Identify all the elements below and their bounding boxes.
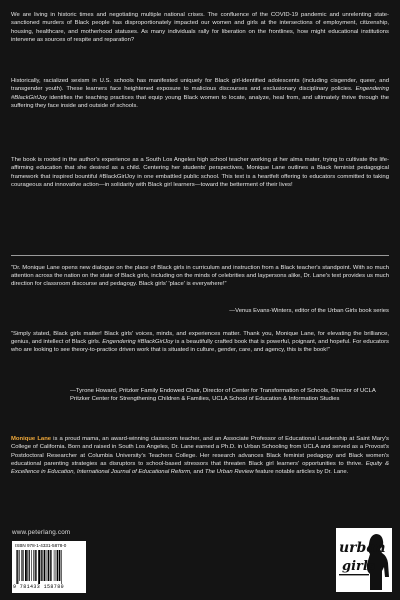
barcode-bar — [51, 550, 52, 581]
isbn-label: ISBN 978-1-4331-5878-0 — [15, 543, 67, 548]
logo-word-urban: urban — [339, 540, 386, 556]
intro-paragraph-1-text: We are living in historic times and negotiating multiple national crises. The confluence of the COVID-19 pandemic and unrelenting state-sanctioned murders of Black people has disproportionately impacted our women and girls at the intersections of employment, citizenship, housing, healthcare, and motherhood statuses. As many individuals rally for liberation on the frontlines, how might educational institutions intervene as sources of respite and reparation? — [11, 12, 389, 43]
barcode-bar — [54, 550, 55, 581]
barcode-bar — [50, 550, 51, 581]
barcode-bar — [56, 550, 57, 581]
author-bio-text — [11, 435, 389, 476]
barcode-bar — [44, 550, 46, 581]
section-divider — [11, 255, 389, 256]
barcode-bar — [31, 550, 32, 581]
praise-quote-2-attribution: —Tyrone Howard, Pritzker Family Endowed Chair, Director of Center for Transformation of Schools, Director of UCLA Pritzker Center for Strengthening Children & Families, UCLA School of Education & Information Studies — [70, 388, 376, 403]
barcode-bars — [15, 550, 83, 584]
logo-underline — [339, 574, 369, 575]
author-bio-part-c: feature notable articles by Dr. Lane. — [253, 469, 349, 476]
author-name: Monique Lane — [11, 436, 52, 442]
intro-paragraph-2-part-b: identifies the teaching practices that equip young Black women to locate, analyze, heal from, and ultimately thrive through the suffering they face inside and outside of schools. — [11, 94, 389, 109]
author-bio — [11, 435, 389, 476]
praise-quote-2-book-title: Engendering #BlackGirlJoy — [102, 339, 174, 346]
logo-word-girls: girls — [342, 559, 376, 574]
isbn-barcode — [12, 541, 86, 593]
praise-quote-2-part-b: is a beautifully crafted book that is powerful, poignant, and hopeful. For educators who are looking to see theory-to-practice driven work that is situated in culture, gender, care, and agency, this is the book!” — [11, 339, 389, 354]
barcode-bar — [16, 550, 17, 584]
barcode-bar — [29, 550, 30, 581]
author-bio-journal-last: The Urban Review — [204, 469, 254, 476]
intro-paragraph-2 — [11, 77, 389, 110]
urban-girls-series-logo — [336, 528, 392, 592]
barcode-bar — [47, 550, 48, 581]
author-bio-part-b: and — [191, 469, 205, 476]
author-bio-part-a: is a proud mama, an award-winning classroom teacher, and an Associate Professor of Educational Leadership at Saint Mary's College of California. Born and raised in South Los Angeles, Dr. Lane earned a Ph.D. in Urban Schooling from UCLA and served as a Provost's Postdoctoral Researcher at Columbia University's Teachers College. Her research advances Black feminist pedagogy and Black women's educational parenting strategies as disruptors to school-based stressors that threaten Black girl learners' opportunities to thrive. — [11, 436, 389, 467]
barcode-bar — [19, 550, 20, 581]
author-bio-journals: Equity & Excellence in Education, International Journal of Educational Reform, — [11, 460, 390, 476]
barcode-bar — [61, 550, 62, 584]
praise-quote-2-part-a: “Simply stated, Black girls matter! Black girls' voices, minds, and experiences matter. Thank you, Monique Lane, for elevating the brilliance, genius, and intellect of Black girls. — [11, 331, 389, 346]
praise-quote-1-text: “Dr. Monique Lane opens new dialogue on the place of Black girls in curriculum and instruction from a Black teacher's standpoint. With so much attention across the nation on the state of Black girls, including on the minds of celebrities and laypersons alike, Dr. Lane's text provides us much direction for classroom discourse and pedagogy. Black girls' 'place' is everywhere!” — [11, 265, 389, 288]
barcode-bar — [33, 550, 34, 581]
praise-quote-2 — [11, 330, 389, 354]
intro-paragraph-1 — [11, 11, 389, 44]
barcode-bar — [17, 550, 18, 584]
barcode-bar — [21, 550, 22, 581]
barcode-bar — [41, 550, 42, 581]
barcode-bar — [57, 550, 58, 581]
praise-quote-2-text — [11, 330, 389, 354]
urban-girls-logo-graphic — [336, 528, 392, 592]
barcode-bar — [27, 550, 28, 581]
intro-paragraph-2-part-a: Historically, racialized sexism in U.S. schools has manifested uniquely for Black girl-identified adolescents (including cisgender, queer, and transgender youth). These learners face heightened exposure to malicious discourses and exclusionary disciplinary policies. — [11, 78, 389, 93]
barcode-bar — [42, 550, 43, 581]
publisher-url: www.peterlang.com — [12, 529, 71, 536]
barcode-bar — [25, 550, 27, 581]
intro-paragraph-3-text: The book is rooted in the author's experience as a South Los Angeles high school teacher working at her alma mater, trying to cultivate the life-affirming education that she desired as a child. Centering her students' perspectives, Monique Lane outlines a Black feminist pedagogical framework that inspired bountiful #BlackGirlJoy in one embattled public school. This text is a heartfelt offering to educators committed to taking courageous and innovative action—in solidarity with Black girl learners—toward the betterment of their lives! — [11, 157, 389, 188]
praise-quote-1 — [11, 264, 389, 288]
barcode-bar — [35, 550, 36, 581]
intro-paragraph-3 — [11, 156, 389, 189]
book-title-inline: Engendering #BlackGirlJoy — [11, 86, 389, 101]
barcode-bar — [48, 550, 49, 581]
barcode-bar — [36, 550, 37, 581]
barcode-number: 9 781433 158780 — [13, 584, 65, 590]
barcode-bar — [23, 550, 24, 581]
barcode-bar — [38, 550, 40, 584]
barcode-bar — [59, 550, 61, 581]
intro-paragraph-2-text — [11, 77, 389, 110]
praise-quote-1-attribution: —Venus Evans-Winters, editor of the Urban Girls book series — [229, 308, 389, 314]
